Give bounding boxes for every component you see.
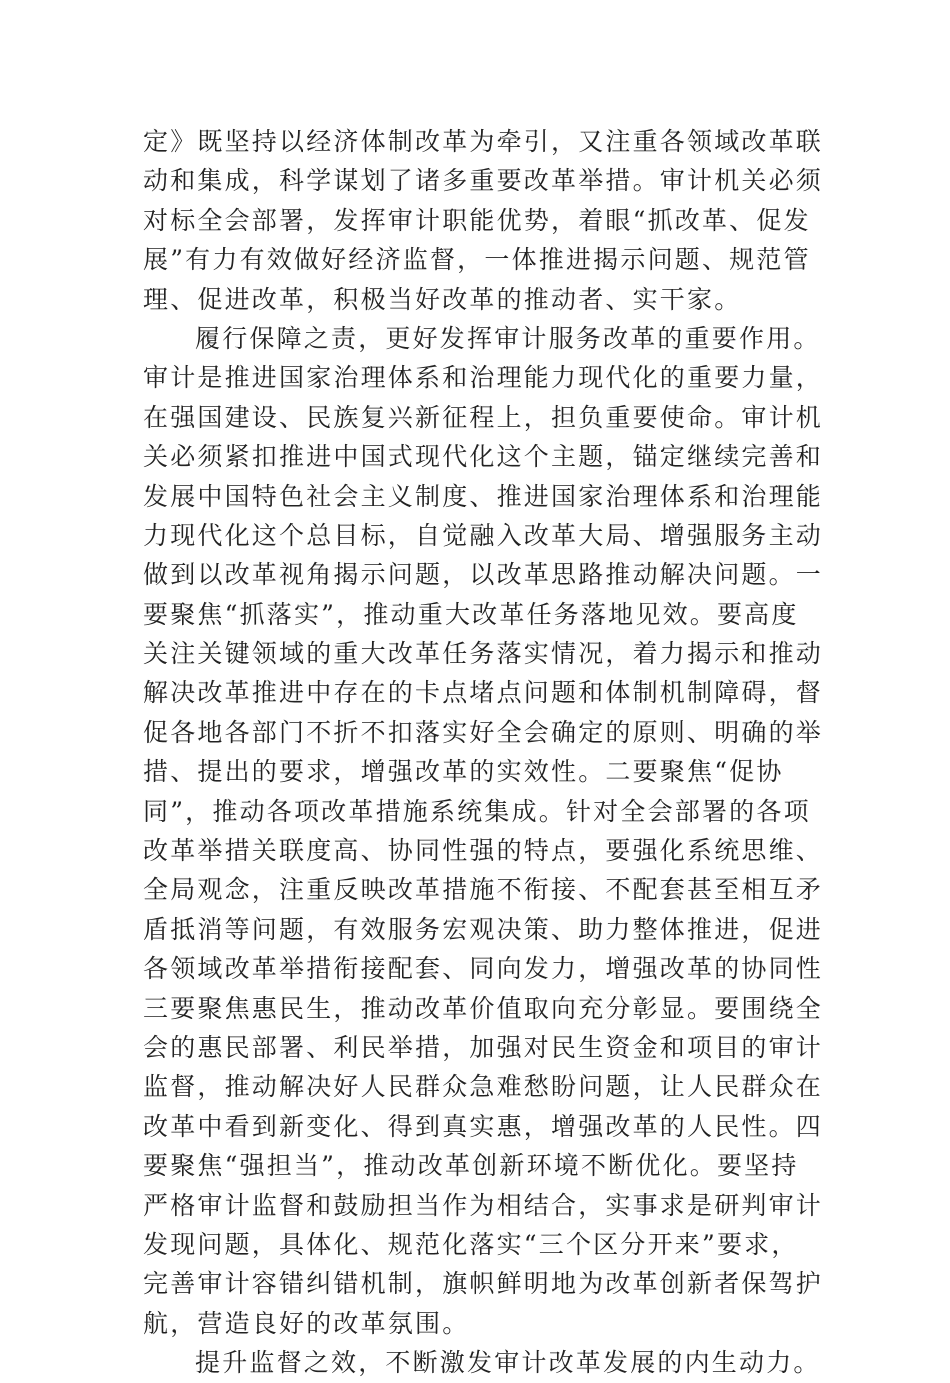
text-line: 同”，推动各项改革措施系统集成。针对全会部署的各项 <box>143 796 811 826</box>
text-line: 做到以改革视角揭示问题，以改革思路推动解决问题。一 <box>143 560 824 590</box>
text-line: 航，营造良好的改革氛围。 <box>143 1308 470 1338</box>
text-line: 会的惠民部署、利民举措，加强对民生资金和项目的审计 <box>143 1032 824 1062</box>
text-line: 要聚焦“抓落实”，推动重大改革任务落地见效。要高度 <box>143 599 799 629</box>
document-body-text <box>143 122 824 1383</box>
text-line: 动和集成，科学谋划了诸多重要改革举措。审计机关必须 <box>143 166 824 196</box>
text-line: 要聚焦“强担当”，推动改革创新环境不断优化。要坚持 <box>143 1151 799 1181</box>
text-line: 解决改革推进中存在的卡点堵点问题和体制机制障碍，督 <box>143 678 824 708</box>
text-line: 对标全会部署，发挥审计职能优势，着眼“抓改革、促发 <box>143 205 811 235</box>
text-line: 严格审计监督和鼓励担当作为相结合，实事求是研判审计 <box>143 1190 824 1220</box>
text-line: 三要聚焦惠民生，推动改革价值取向充分彰显。要围绕全 <box>143 993 824 1023</box>
text-line: 盾抵消等问题，有效服务宏观决策、助力整体推进，促进 <box>143 914 824 944</box>
text-line: 监督，推动解决好人民群众急难愁盼问题，让人民群众在 <box>143 1072 824 1102</box>
text-line: 审计是推进国家治理体系和治理能力现代化的重要力量， <box>143 363 824 393</box>
paragraph-first-line: 提升监督之效，不断激发审计改革发展的内生动力。 <box>195 1348 821 1378</box>
text-line: 改革举措关联度高、协同性强的特点，要强化系统思维、 <box>143 836 824 866</box>
text-line: 发展中国特色社会主义制度、推进国家治理体系和治理能 <box>143 481 824 511</box>
paragraph-first-line: 履行保障之责，更好发挥审计服务改革的重要作用。 <box>195 323 821 353</box>
text-line: 发现问题，具体化、规范化落实“三个区分开来”要求， <box>143 1229 799 1259</box>
text-line: 理、促进改革，积极当好改革的推动者、实干家。 <box>143 284 742 314</box>
text-line: 措、提出的要求，增强改革的实效性。二要聚焦“促协 <box>143 757 784 787</box>
text-line: 力现代化这个总目标，自觉融入改革大局、增强服务主动 <box>143 520 824 550</box>
text-line: 完善审计容错纠错机制，旗帜鲜明地为改革创新者保驾护 <box>143 1269 824 1299</box>
text-line: 关必须紧扣推进中国式现代化这个主题，锚定继续完善和 <box>143 442 824 472</box>
text-line: 改革中看到新变化、得到真实惠，增强改革的人民性。四 <box>143 1111 824 1141</box>
text-line: 展”有力有效做好经济监督，一体推进揭示问题、规范管 <box>143 245 811 275</box>
text-line: 在强国建设、民族复兴新征程上，担负重要使命。审计机 <box>143 402 824 432</box>
text-line: 各领域改革举措衔接配套、同向发力，增强改革的协同性 <box>143 954 824 984</box>
text-line: 促各地各部门不折不扣落实好全会确定的原则、明确的举 <box>143 717 824 747</box>
text-line: 定》既坚持以经济体制改革为牵引，又注重各领域改革联 <box>143 127 824 156</box>
text-line: 关注关键领域的重大改革任务落实情况，着力揭示和推动 <box>143 639 824 669</box>
text-line: 全局观念，注重反映改革措施不衔接、不配套甚至相互矛 <box>143 875 824 905</box>
